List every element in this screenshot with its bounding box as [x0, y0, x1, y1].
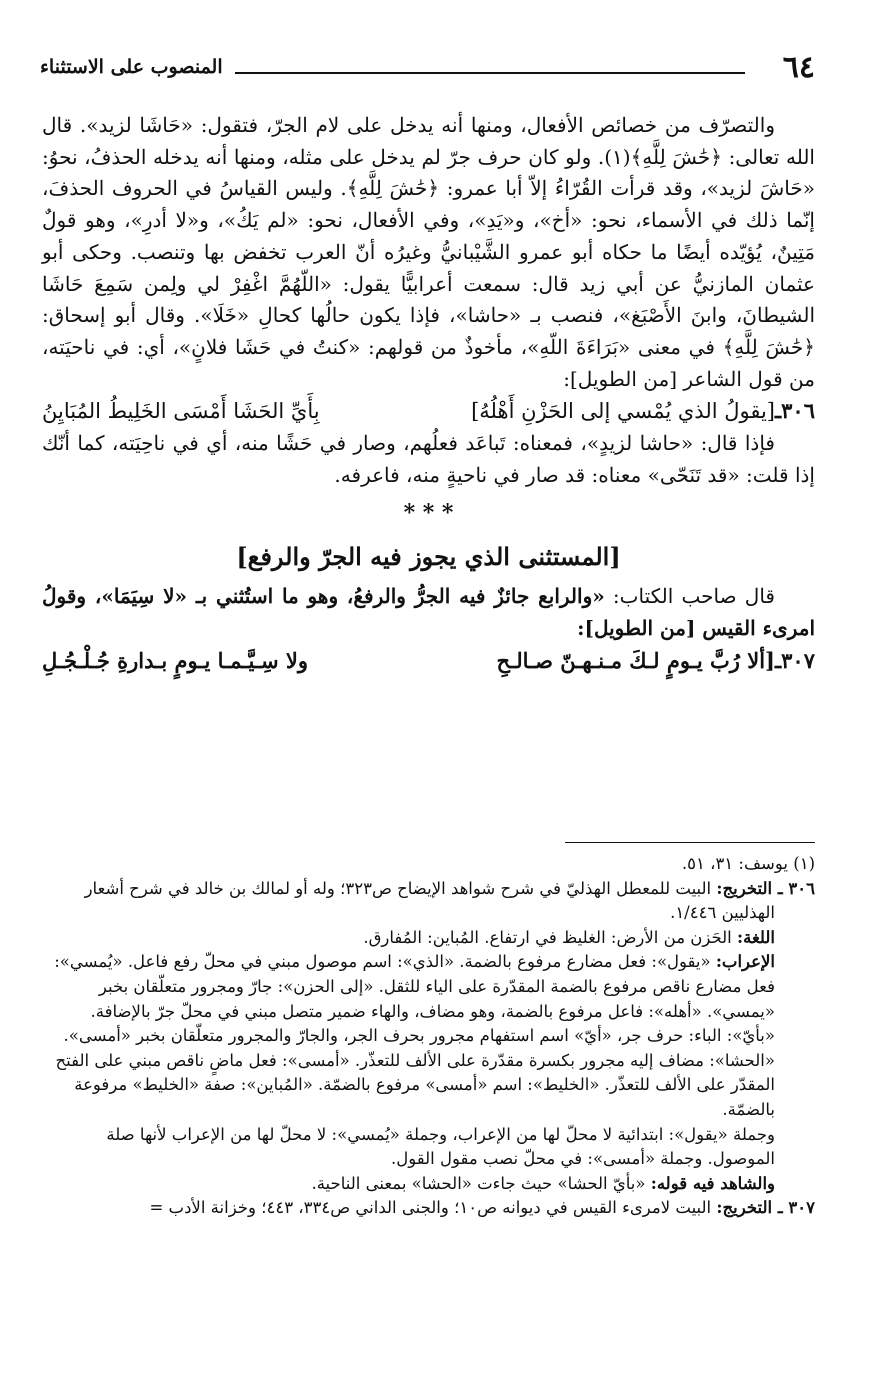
footnote-rule [565, 842, 815, 843]
footnotes [38, 852, 815, 1221]
paragraph: والتصرّف من خصائص الأفعال، ومنها أنه يدخل على لام الجرّ، فتقول: «حَاشَا لزيد». قال الله تعالى: ﴿حَٰشَ لِلَّهِ﴾(١). ولو كان حرف جرّ لم يدخل على مثله، ومنها أنه يدخله الحذفُ، نحوُ: «حَاشَ لزيد»، وقد قرأت القُرّاءُ إلاّ أبا عمرو: ﴿حَٰشَ لِلَّهِ﴾. وليس القياسُ في الحروف الحذفَ، إنّما ذلك في الأسماء، نحو: «أخ»، و«يَدِ»، وفي الأفعال، نحو: «لم يَكُ»، و«لا أدرِ»، وهو قولٌ مَتِينٌ، يُؤيّده أيضًا ما حكاه أبو عمرو الشَّيْبانيُّ وغيرُه أنّ العرب تخفض بها وتنصب. وحكى أبو عثمان المازنيُّ عن أبي زيد قال: سمعت أعرابيًّا يقول: «اللّهُمَّ اغْفِرْ لي ولِمن سَمِعَ حَاشَا الشيطانَ، وابنَ الأَصْبَغ»، فنصب بـ «حاشا»، فإذا يكون حالُها كحالِ «خَلَا». وقال أبو إسحاق: ﴿حَٰشَ لِلَّهِ﴾ في معنى «بَرَاءَةَ اللّهِ»، مأخوذٌ من قولهم: «كنتُ في حَشَا فلانٍ»، أي: في ناحيَته، من قول الشاعر [من الطويل]: [42, 113, 815, 391]
lugha: اللغة: الحَزن من الأرض: الغليظ في ارتفاع. المُباين: المُفارق. [363, 927, 775, 947]
verse-307 [42, 645, 815, 677]
section-separator: * * * [403, 500, 454, 527]
running-title: المنصوب على الاستثناء [40, 56, 223, 78]
paragraph: فإذا قال: «حاشا لزيدٍ»، فمعناه: تَباعَد فعلُهم، وصار في حَشًا منه، أي في ناحِيَته، كما أنّك إذا قلت: «قد تَنَحّى» معناه: قد صار في ناحيةٍ منه، فاعرفه. [42, 431, 815, 487]
page-number: ٦٤ [782, 50, 815, 85]
jumla: وجملة «يقول»: ابتدائية لا محلّ لها من الإعراب، وجملة «يُمسي»: لا محلّ لها من الإعراب لأنها صلة الموصول. وجملة «أمسى»: في محلّ نصب مقول القول. [106, 1124, 775, 1169]
footnote: (١) يوسف: ٣١، ٥١. [681, 854, 815, 873]
verse-first-hemistich: [يقولُ الذي يُمْسي إلى الحَزْنِ أَهْلُهُ] [471, 399, 775, 424]
verse-number: ٣٠٧ـ [775, 647, 815, 673]
quote-text: «والرابع جائزٌ فيه الجرُّ والرفعُ، وهو ما استُثني بـ «لا سِيَمَا»، وقولُ امرىء القيس [من الطويل]: [42, 584, 815, 641]
section-heading: [المستثنى الذي يجوز فيه الجرّ والرفع] [236, 542, 621, 572]
takhrij-307: ٣٠٧ ـ التخريج: البيت لامرىء القيس في ديوانه ص١٠؛ والجنى الداني ص٣٣٤، ٤٤٣؛ وخزانة الأدب = [149, 1198, 815, 1218]
takhrij-306: ٣٠٦ ـ التخريج: البيت للمعطل الهذليّ في شرح شواهد الإيضاح ص٣٢٣؛ وله أو لمالك بن خالد في شرح أشعار الهذليين ١/٤٤٦. [84, 878, 815, 923]
quoted-paragraph [42, 581, 815, 644]
header-rule [235, 72, 745, 74]
shahid: والشاهد فيه قوله: «بأيّ الحشا» حيث جاءت «الحشا» بمعنى الناحية. [311, 1173, 775, 1193]
quote-intro: قال صاحب الكتاب: [604, 584, 775, 609]
verse-306 [42, 395, 815, 428]
main-text [42, 110, 815, 677]
verse-second-hemistich: بِأَيِّ الحَشَا أَمْسَى الخَلِيطُ المُبَايِنُ [42, 398, 320, 423]
page-header [40, 50, 815, 86]
verse-second-hemistich: ولا سِـيَّـمـا يـومٍ بـدارةِ جُـلْـجُـلِ [42, 647, 308, 673]
verse-first-hemistich: [ألا رُبَّ يـومٍ لـكَ مـنـهـنّ صـالـحِ [496, 647, 775, 673]
verse-number: ٣٠٦ـ [775, 398, 815, 424]
irab: الإعراب: «يقول»: فعل مضارع مرفوع بالضمة. «الذي»: اسم موصول مبني في محلّ رفع فاعل. «يُمسي»: فعل مضارع ناقص مرفوع بالضمة المقدّرة على الياء للثقل. «إلى الحزن»: جارّ ومجرور متعلّقان بخبر «يمسي». «أهله»: فاعل مرفوع بالضمة، وهو مضاف، والهاء ضمير متصل مبني في محلّ جرّ بالإضافة. «بأيّ»: الباء: حرف جر، «أيّ» اسم استفهام مجرور بحرف الجر، والجارّ والمجرور متعلّقان بخبر «أمسى». «الحشا»: مضاف إليه مجرور بكسرة مقدّرة على الألف للتعذّر. «أمسى»: فعل ماضٍ ناقص مبني على الفتح المقدّر على الألف للتعذّر. «الخليط»: اسم «أمسى» مرفوع بالضمّة. «المُباين»: صفة «الخليط» مرفوعة بالضمّة. [54, 952, 775, 1119]
